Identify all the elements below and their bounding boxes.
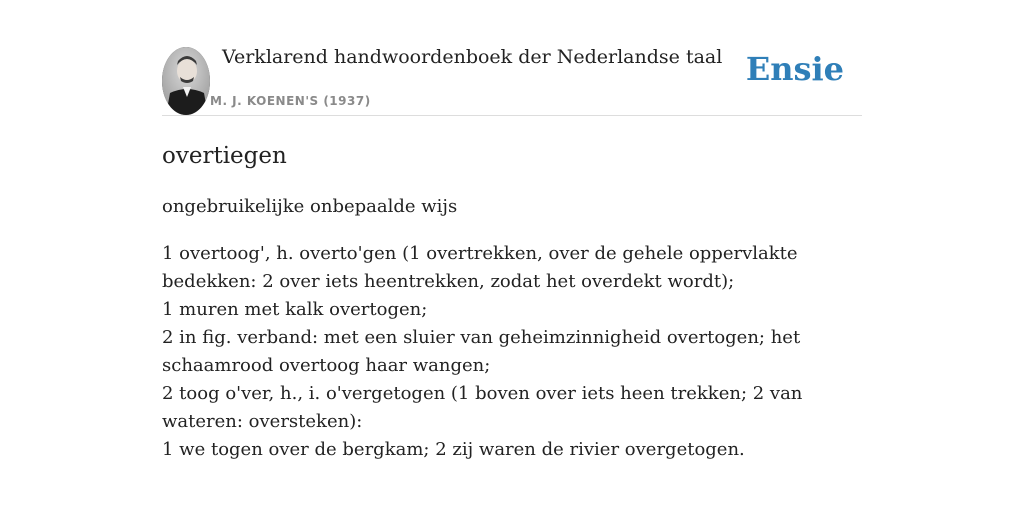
entry-grammar-note: ongebruikelijke onbepaalde wijs bbox=[162, 196, 458, 217]
entry-headword: overtiegen bbox=[162, 143, 287, 169]
definition-line: 1 we togen over de bergkam; 2 zij waren de rivier overgetogen. bbox=[162, 439, 745, 460]
author-portrait-icon bbox=[162, 47, 210, 115]
entry-definition bbox=[162, 240, 862, 464]
dictionary-header bbox=[162, 0, 862, 116]
page bbox=[162, 0, 862, 464]
definition-line: 2 toog o'ver, h., i. o'vergetogen (1 boven over iets heen trekken; 2 van wateren: oversteken): bbox=[162, 383, 803, 432]
book-subtitle: M. J. KOENEN'S (1937) bbox=[210, 94, 371, 108]
book-title: Verklarend handwoordenboek der Nederlandse taal bbox=[222, 46, 723, 68]
definition-line: 1 muren met kalk overtogen; bbox=[162, 299, 428, 320]
brand-logo-link[interactable]: Ensie bbox=[745, 50, 844, 88]
definition-line: 2 in fig. verband: met een sluier van geheimzinnigheid overtogen; het schaamrood overtoog haar wangen; bbox=[162, 327, 801, 376]
definition-line: 1 overtoog', h. overto'gen (1 overtrekken, over de gehele oppervlakte bedekken: 2 over iets heentrekken, zodat het overdekt wordt); bbox=[162, 243, 798, 292]
